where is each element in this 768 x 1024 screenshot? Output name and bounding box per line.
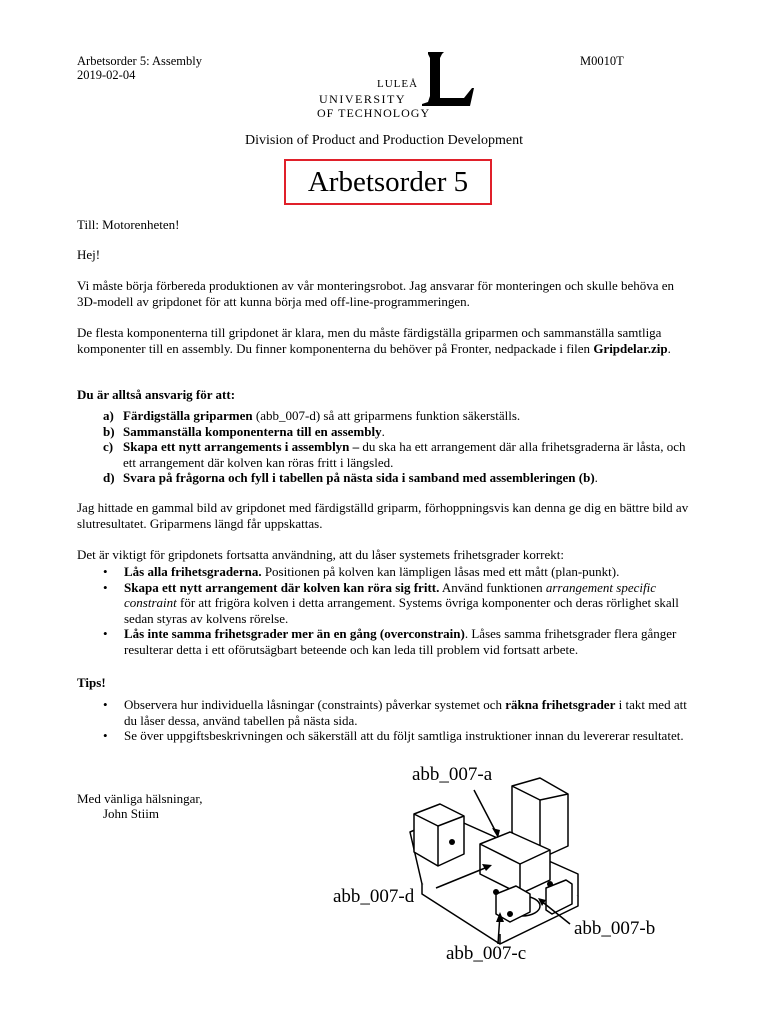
task-marker: c)	[103, 439, 114, 454]
bullet-glyph: •	[103, 564, 108, 579]
bullet-italic: arrangement specific constraint	[124, 579, 656, 610]
bullet-glyph: •	[103, 728, 108, 743]
bullet-item-overconstrain	[77, 626, 697, 657]
figure-label-b: abb_007-b	[574, 918, 656, 939]
constraint-bullets	[77, 564, 697, 657]
logo-text-technology: OF TECHNOLOGY	[317, 106, 431, 120]
bullet-item-lock	[77, 564, 697, 580]
task-text: .	[381, 423, 385, 439]
paragraph-components-text: De flesta komponenterna till gripdonet är klara, men du måste färdigställa griparmen och sammanställa samtliga komponenter till en assembly. Du finner komponenterna du behöver på Fronter, nedpackade i filen	[77, 325, 662, 356]
figure-label-d: abb_007-d	[333, 886, 415, 907]
task-bold: Färdigställa griparmen	[123, 408, 253, 423]
bullet-text: . Låses samma frihetsgrader flera gånger resulterar detta i ett oförutsägbart beteende och kan leda till problem vid fortsatt arbete.	[124, 626, 677, 657]
bullet-bold: Lås inte samma frihetsgrader mer än en gång (overconstrain)	[124, 626, 465, 641]
paragraph-importance: Det är viktigt för gripdonets fortsatta användning, att du låser systemets frihetsgrader korrekt:	[77, 547, 564, 562]
tip-text: Observera hur individuella låsningar (constraints) påverkar systemet och	[124, 697, 506, 712]
doc-title-line: Arbetsorder 5: Assembly	[77, 54, 202, 68]
task-marker: b)	[103, 423, 115, 439]
university-logo	[315, 50, 475, 120]
bullet-bold: Skapa ett nytt arrangement där kolven kan röra sig fritt.	[124, 579, 440, 595]
bullet-glyph: •	[103, 579, 108, 595]
figure-label-a: abb_007-a	[412, 764, 493, 785]
course-code: M0010T	[580, 54, 624, 68]
doc-header-left	[77, 54, 202, 82]
task-bold: Svara på frågorna och fyll i tabellen på nästa sida i samband med assembleringen (b)	[123, 470, 595, 485]
figure-label-c: abb_007-c	[446, 943, 527, 964]
task-text: .	[594, 470, 598, 485]
paragraph-intro: Vi måste börja förbereda produktionen av vår monteringsrobot. Jag ansvarar för monteringen och skulle behöva en 3D-modell av gripdonet för att kunna börja med off-line-programmeringen.	[77, 278, 675, 309]
task-marker: a)	[103, 408, 114, 423]
doc-date: 2019-02-04	[77, 68, 136, 82]
task-item-c	[77, 439, 697, 470]
work-order-title: Arbetsorder 5	[284, 159, 492, 205]
bullet-glyph: •	[103, 626, 108, 641]
logo-l-mark	[420, 50, 475, 110]
logo-text-lulea: LULEÅ	[377, 78, 419, 90]
bullet-bold: Lås alla frihetsgraderna.	[124, 564, 262, 579]
task-item-b	[77, 424, 697, 440]
task-marker: d)	[103, 470, 115, 485]
bullet-text: Positionen på kolven kan lämpligen låsas med ett mått (plan-punkt).	[261, 564, 620, 579]
task-text: (abb_007-d) så att griparmens funktion säkerställs.	[252, 408, 521, 423]
bullet-item-arrangement	[77, 580, 697, 627]
division-name: Division of Product and Production Development	[244, 133, 524, 148]
closing-line: Med vänliga hälsningar,	[77, 791, 203, 806]
tip-item-review	[77, 728, 697, 744]
task-bold: Skapa ett nytt arrangements i assemblyn –	[123, 439, 360, 454]
task-list	[77, 408, 697, 486]
logo-text-university: UNIVERSITY	[319, 92, 406, 106]
bullet-glyph: •	[103, 697, 108, 712]
paragraph-components	[77, 325, 697, 357]
tip-text: Se över uppgiftsbeskrivningen och säkerställ att du följt samtliga instruktioner innan du levererar resultatet.	[124, 728, 684, 743]
tips-list	[77, 697, 697, 744]
tips-heading: Tips!	[77, 675, 106, 690]
task-text: du ska ha ett arrangement där alla frihetsgraderna är låsta, och ett arrangement där kolven kan röras fritt i längsled.	[123, 439, 686, 470]
tip-bold: räkna frihetsgrader	[505, 697, 616, 712]
bullet-text: för att frigöra kolven i detta arrangement. Systems övriga komponenter och deras rörlighet skall sedan styras av kolvens rörelse.	[124, 595, 679, 626]
task-bold: Sammanställa komponenterna till en assembly	[123, 423, 382, 439]
paragraph-old-image: Jag hittade en gammal bild av gripdonet med färdigställd griparm, förhoppningsvis kan denna ge dig en bättre bild av slutresultatet. Griparmens längd får uppskattas.	[77, 500, 689, 531]
signature-name: John Stiim	[103, 806, 159, 821]
bullet-text: Använd funktionen	[439, 579, 546, 595]
zip-filename: Gripdelar.zip	[593, 341, 668, 356]
greeting: Hej!	[77, 247, 101, 262]
responsibilities-heading: Du är alltså ansvarig för att:	[77, 387, 236, 402]
task-item-d	[77, 470, 697, 486]
tip-item-count	[77, 697, 697, 728]
recipient-line: Till: Motorenheten!	[77, 217, 180, 232]
task-item-a	[77, 408, 697, 424]
tip-text: i takt med att du låser dessa, använd tabellen på nästa sida.	[124, 697, 687, 728]
period: .	[667, 341, 671, 356]
